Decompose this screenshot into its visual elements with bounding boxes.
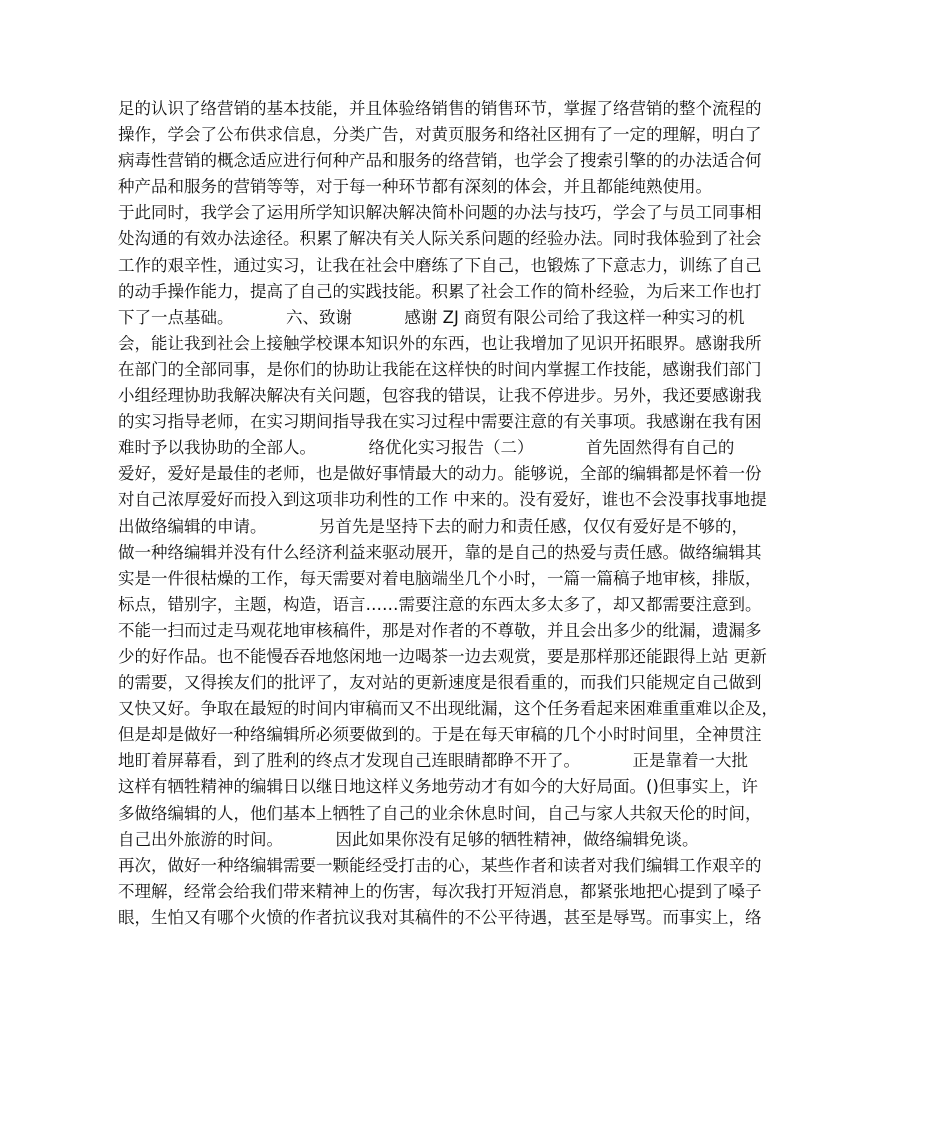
text-line: 难时予以我协助的全部人。 络优化实习报告（二） 首先固然得有自己的 (118, 438, 735, 458)
text-line: 实是一件很枯燥的工作，每天需要对着电脑端坐几个小时，一篇一篇稿子地审核，排版， (118, 568, 762, 588)
body-text (118, 96, 838, 931)
text-line: 的动手操作能力，提高了自己的实践技能。积累了社会工作的简朴经验，为后来工作也打 (118, 281, 762, 301)
text-line: 在部门的全部同事，是你们的协助让我能在这样快的时间内掌握工作技能，感谢我们部门 (118, 359, 762, 379)
text-line: 再次，做好一种络编辑需要一颗能经受打击的心，某些作者和读者对我们编辑工作艰辛的 (118, 855, 762, 875)
text-line: 的需要，又得挨友们的批评了，友对站的更新速度是很看重的，而我们只能规定自己做到 (118, 673, 762, 693)
text-line: 出做络编辑的申请。 另首先是坚持下去的耐力和责任感，仅仅有爱好是不够的， (118, 516, 748, 536)
text-line: 会，能让我到社会上接触学校课本知识外的东西，也让我增加了见识开拓眼界。感谢我所 (118, 333, 762, 353)
text-line: 但是却是做好一种络编辑所必须要做到的。于是在每天审稿的几个小时时间里，全神贯注 (118, 725, 762, 745)
text-line: 做一种络编辑并没有什么经济利益来驱动展开，靠的是自己的热爱与责任感。做络编辑其 (118, 542, 762, 562)
text-line: 不能一扫而过走马观花地审核稿件，那是对作者的不尊敬，并且会出多少的纰漏，遗漏多 (118, 620, 762, 640)
text-line: 多做络编辑的人，他们基本上牺牲了自己的业余休息时间，自己与家人共叙天伦的时间， (118, 803, 762, 823)
text-line: 的实习指导老师，在实习期间指导我在实习过程中需要注意的有关事项。我感谢在我有困 (118, 412, 762, 432)
text-line: 处沟通的有效办法途径。积累了解决有关人际关系问题的经验办法。同时我体验到了社会 (118, 229, 762, 249)
text-line: 对自己浓厚爱好而投入到这项非功利性的工作 中来的。没有爱好，谁也不会没事找事地提 (118, 490, 767, 510)
text-line: 爱好，爱好是最佳的老师，也是做好事情最大的动力。能够说，全部的编辑都是怀着一份 (118, 464, 762, 484)
text-line: 标点，错别字，主题，构造，语言……需要注意的东西太多太多了，却又都需要注意到。 (118, 594, 762, 614)
text-line: 操作，学会了公布供求信息，分类广告，对黄页服务和络社区拥有了一定的理解，明白了 (118, 125, 762, 145)
text-line: 于此同时，我学会了运用所学知识解决解决简朴问题的办法与技巧，学会了与员工同事相 (118, 203, 762, 223)
text-line: 自己出外旅游的时间。 因此如果你没有足够的牺牲精神，做络编辑免谈。 (118, 829, 699, 849)
text-line: 地盯着屏幕看，到了胜利的终点才发现自己连眼睛都睁不开了。 正是靠着一大批 (118, 751, 748, 771)
text-line: 眼，生怕又有哪个火愤的作者抗议我对其稿件的不公平待遇，甚至是辱骂。而事实上，络 (118, 907, 762, 927)
text-line: 这样有牺牲精神的编辑日以继日地这样义务地劳动才有如今的大好局面。()但事实上，许 (118, 777, 758, 797)
text-line: 不理解，经常会给我们带来精神上的伤害，每次我打开短消息，都紧张地把心提到了嗓子 (118, 881, 762, 901)
text-line: 少的好作品。也不能慢吞吞地悠闲地一边喝茶一边去观赏，要是那样那还能跟得上站 更新 (118, 646, 767, 666)
text-line: 病毒性营销的概念适应进行何种产品和服务的络营销，也学会了搜索引擎的的办法适合何 (118, 151, 762, 171)
text-line: 足的认识了络营销的基本技能，并且体验络销售的销售环节，掌握了络营销的整个流程的 (118, 99, 762, 118)
text-line: 种产品和服务的营销等等，对于每一种环节都有深刻的体会，并且都能纯熟使用。 (118, 177, 712, 197)
text-line: 又快又好。争取在最短的时间内审稿而又不出现纰漏，这个任务看起来困难重重难以企及， (118, 699, 778, 719)
text-line: 下了一点基础。 六、致谢 感谢 ZJ 商贸有限公司给了我这样一种实习的机 (118, 307, 745, 327)
text-line: 工作的艰辛性，通过实习，让我在社会中磨练了下自己，也锻炼了下意志力，训练了自己 (118, 255, 762, 275)
text-line: 小组经理协助我解决解决有关问题，包容我的错误，让我不停进步。另外，我还要感谢我 (118, 386, 762, 406)
